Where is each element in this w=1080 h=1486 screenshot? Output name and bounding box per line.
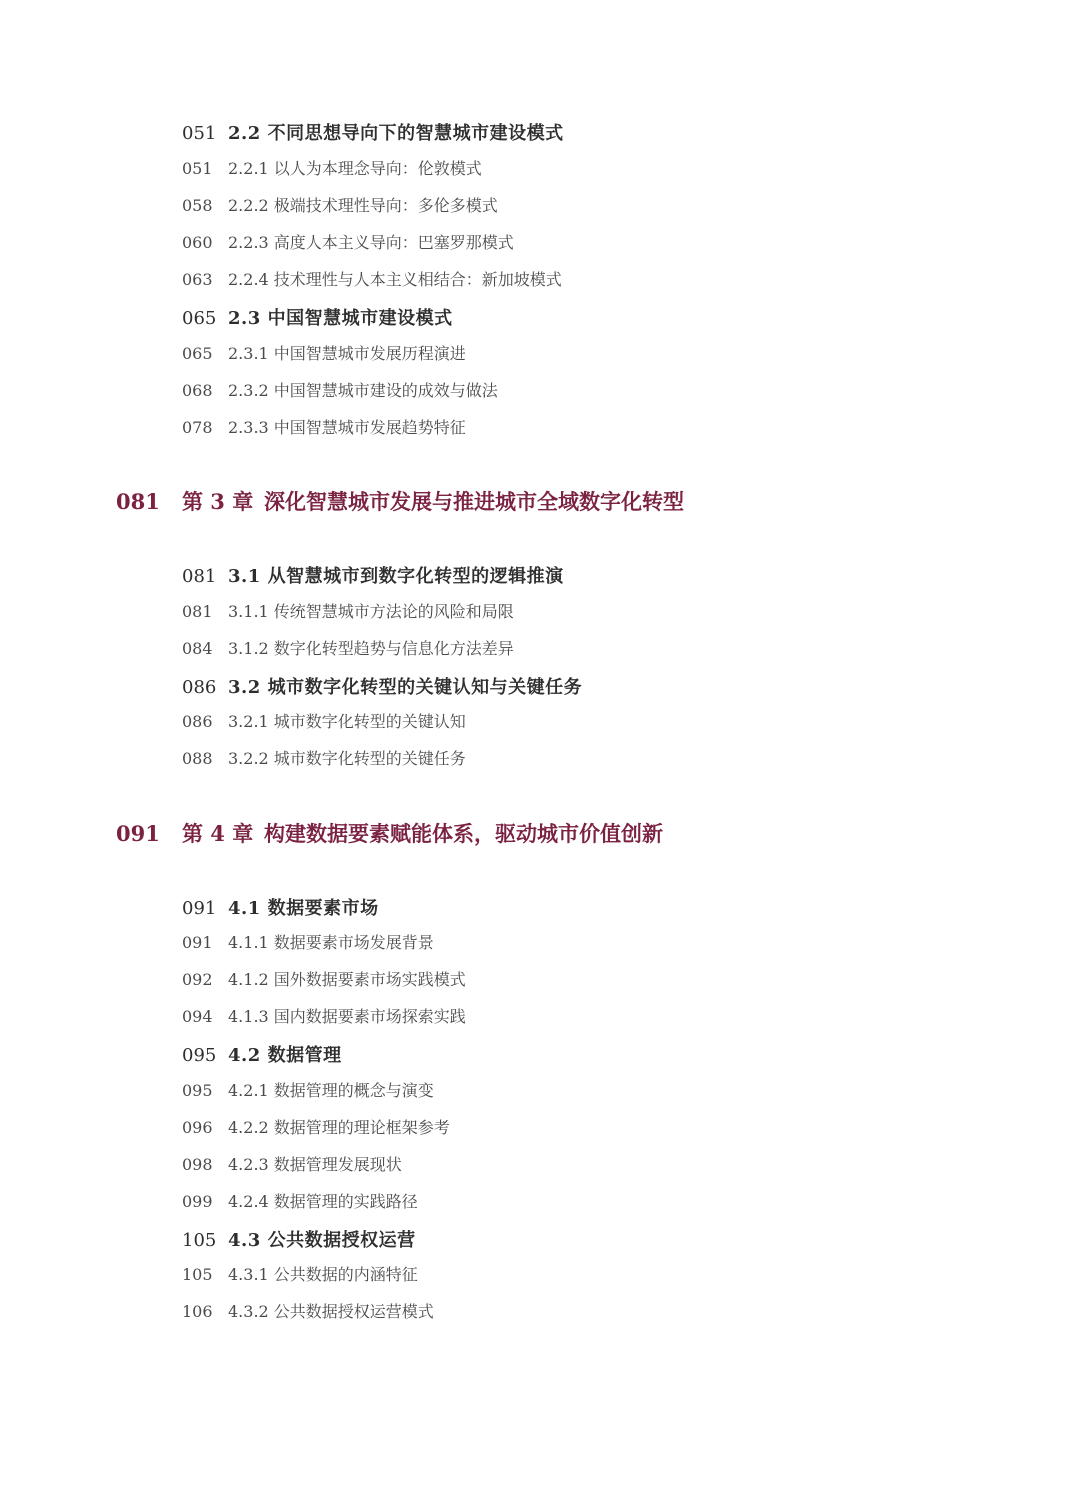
toc-subsection-entry[interactable] [182,193,498,216]
toc-entry-title: 4.1.3 国内数据要素市场探索实践 [228,1007,466,1026]
toc-entry-title: 3.1.2 数字化转型趋势与信息化方法差异 [228,639,514,658]
toc-entry-title: 4.2.1 数据管理的概念与演变 [228,1081,434,1100]
toc-subsection-entry[interactable] [182,930,434,953]
toc-section-entry[interactable] [182,562,564,588]
toc-page-number: 068 [182,381,213,400]
toc-page-number: 091 [116,821,160,846]
toc-entry-title: 2.2 不同思想导向下的智慧城市建设模式 [228,123,564,144]
toc-subsection-entry[interactable] [182,1189,418,1212]
toc-chapter-number: 第 3 章 [182,489,254,514]
toc-page-number: 081 [116,489,160,514]
toc-page-number: 065 [182,308,217,329]
toc-entry-title: 2.3 中国智慧城市建设模式 [228,308,453,329]
toc-section-entry[interactable] [182,894,379,920]
toc-chapter-entry[interactable] [116,486,684,516]
toc-page-number: 086 [182,712,213,731]
toc-entry-title: 4.1.2 国外数据要素市场实践模式 [228,970,466,989]
toc-entry-title: 3.1.1 传统智慧城市方法论的风险和局限 [228,602,514,621]
toc-page-number: 081 [182,602,213,621]
toc-entry-title: 2.3.1 中国智慧城市发展历程演进 [228,344,466,363]
toc-page-number: 060 [182,233,213,252]
toc-entry-title: 2.2.3 高度人本主义导向：巴塞罗那模式 [228,233,514,252]
toc-entry-title: 4.1.1 数据要素市场发展背景 [228,933,434,952]
toc-page-number: 098 [182,1155,213,1174]
toc-page-number: 106 [182,1302,213,1321]
toc-subsection-entry[interactable] [182,267,562,290]
toc-entry-title: 2.3.2 中国智慧城市建设的成效与做法 [228,381,498,400]
toc-page-number: 051 [182,159,213,178]
toc-section-entry[interactable] [182,119,564,145]
toc-entry-title: 2.3.3 中国智慧城市发展趋势特征 [228,418,466,437]
toc-entry-title: 4.2 数据管理 [228,1045,342,1066]
toc-page-number: 105 [182,1230,217,1251]
toc-chapter-entry[interactable] [116,818,663,848]
toc-page-number: 078 [182,418,213,437]
toc-page-number: 065 [182,344,213,363]
toc-subsection-entry[interactable] [182,709,466,732]
toc-page-number: 094 [182,1007,213,1026]
toc-subsection-entry[interactable] [182,156,482,179]
toc-entry-title: 4.2.2 数据管理的理论框架参考 [228,1118,450,1137]
toc-entry-title: 3.1 从智慧城市到数字化转型的逻辑推演 [228,566,564,587]
toc-subsection-entry[interactable] [182,1299,434,1322]
toc-entry-title: 4.2.3 数据管理发展现状 [228,1155,402,1174]
toc-section-entry[interactable] [182,1226,416,1252]
toc-section-entry[interactable] [182,673,582,699]
toc-entry-title: 3.2.1 城市数字化转型的关键认知 [228,712,466,731]
toc-page-number: 105 [182,1265,213,1284]
toc-page-number: 099 [182,1192,213,1211]
toc-page-number: 091 [182,933,213,952]
toc-section-entry[interactable] [182,304,453,330]
toc-page-number: 095 [182,1081,213,1100]
toc-entry-title: 2.2.1 以人为本理念导向：伦敦模式 [228,159,482,178]
toc-entry-title: 4.3 公共数据授权运营 [228,1230,416,1251]
toc-entry-title: 4.1 数据要素市场 [228,898,379,919]
toc-page-number: 058 [182,196,213,215]
toc-page-number: 086 [182,677,217,698]
toc-subsection-entry[interactable] [182,636,514,659]
toc-page-number: 063 [182,270,213,289]
toc-page-number: 081 [182,566,217,587]
toc-subsection-entry[interactable] [182,1115,450,1138]
toc-section-entry[interactable] [182,1041,342,1067]
toc-entry-title: 4.2.4 数据管理的实践路径 [228,1192,418,1211]
toc-subsection-entry[interactable] [182,341,466,364]
toc-page-number: 092 [182,970,213,989]
toc-page-number: 088 [182,749,213,768]
toc-entry-title: 4.3.1 公共数据的内涵特征 [228,1265,418,1284]
toc-chapter-number: 第 4 章 [182,821,254,846]
toc-subsection-entry[interactable] [182,378,498,401]
toc-entry-title: 3.2.2 城市数字化转型的关键任务 [228,749,466,768]
toc-entry-title: 深化智慧城市发展与推进城市全域数字化转型 [264,489,684,514]
toc-subsection-entry[interactable] [182,1152,402,1175]
toc-entry-title: 构建数据要素赋能体系，驱动城市价值创新 [264,821,663,846]
toc-subsection-entry[interactable] [182,1004,466,1027]
toc-subsection-entry[interactable] [182,415,466,438]
toc-entry-title: 2.2.2 极端技术理性导向：多伦多模式 [228,196,498,215]
toc-page-number: 091 [182,898,217,919]
toc-subsection-entry[interactable] [182,599,514,622]
toc-page-number: 084 [182,639,213,658]
toc-entry-title: 3.2 城市数字化转型的关键认知与关键任务 [228,677,583,698]
toc-entry-title: 4.3.2 公共数据授权运营模式 [228,1302,434,1321]
toc-subsection-entry[interactable] [182,746,466,769]
toc-entry-title: 2.2.4 技术理性与人本主义相结合：新加坡模式 [228,270,562,289]
toc-subsection-entry[interactable] [182,230,514,253]
toc-subsection-entry[interactable] [182,1262,418,1285]
toc-subsection-entry[interactable] [182,1078,434,1101]
toc-page-number: 095 [182,1045,217,1066]
toc-subsection-entry[interactable] [182,967,466,990]
toc-page-number: 051 [182,123,217,144]
toc-page-number: 096 [182,1118,213,1137]
